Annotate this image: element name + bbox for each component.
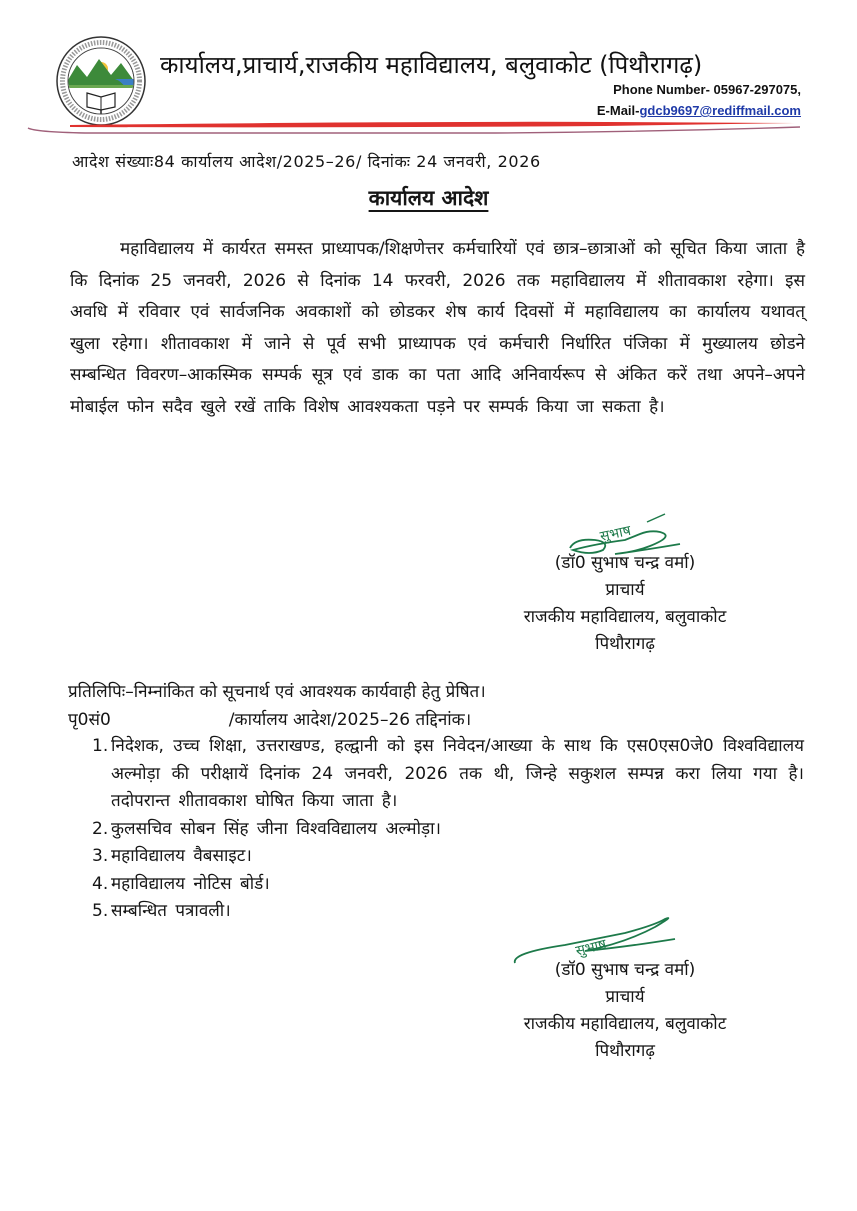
list-item (92, 816, 804, 844)
order-heading-text: कार्यालय आदेश (368, 186, 489, 210)
signatory-designation: प्राचार्य (605, 987, 645, 1007)
list-item-number: 4. (92, 873, 109, 894)
signature-block-1 (455, 550, 795, 658)
signatory-institution: राजकीय महाविद्यालय, बलुवाकोट (523, 1014, 727, 1034)
list-item (92, 871, 804, 899)
header-rule-red (70, 122, 795, 128)
list-item-text: महाविद्यालय नोटिस बोर्ड। (111, 873, 270, 894)
college-emblem-logo (55, 35, 147, 127)
order-heading (0, 184, 857, 212)
reference-number-line (68, 707, 471, 730)
order-reference-line: आदेश संख्याः84 कार्यालय आदेश/2025–26/ दिनांकः 24 जनवरी, 2026 (72, 152, 541, 171)
signatory-name: (डॉ0 सुभाष चन्द्र वर्मा) (554, 960, 696, 980)
signature-1-text: सुभाष (598, 522, 633, 545)
signatory-institution: राजकीय महाविद्यालय, बलुवाकोट (523, 607, 727, 627)
phone-number: Phone Number- 05967-297075, (613, 82, 801, 97)
header-rule-maroon (28, 127, 800, 133)
signatory-name: (डॉ0 सुभाष चन्द्र वर्मा) (554, 553, 696, 573)
signatory-district: पिथौरागढ़ (595, 634, 655, 654)
list-item-text: कुलसचिव सोबन सिंह जीना विश्वविद्यालय अल्मोड़ा। (111, 818, 441, 839)
list-item (92, 733, 804, 816)
signatory-district: पिथौरागढ़ (595, 1041, 655, 1061)
ref-prefix: पृ0सं0 (68, 710, 111, 730)
ref-suffix: /कार्यालय आदेश/2025–26 तद्दिनांक। (228, 710, 472, 730)
list-item-text: महाविद्यालय वैबसाइट। (111, 846, 252, 866)
email-label: E-Mail- (596, 103, 640, 118)
list-item-number: 2. (92, 818, 109, 839)
list-item-text: निदेशक, उच्च शिक्षा, उत्तराखण्ड, हल्द्वानी को इस निवेदन/आख्या के साथ कि एस0एस0जे0 विश्वविद्यालय अल्मोड़ा की परीक्षायें दिनांक 24 जनवरी, 2026 तक थी, जिन्हे सकुशल सम्पन्न करा लिया गया है। तदोपरान्त शीतावकाश घोषित किया जाता है। (111, 736, 804, 811)
copy-to-intro: प्रतिलिपिः–निम्नांकित को सूचनार्थ एवं आवश्यक कार्यवाही हेतु प्रेषित। (68, 682, 486, 702)
list-item-number: 3. (92, 846, 109, 866)
header-divider (25, 118, 825, 138)
email-row (597, 103, 801, 118)
list-item-number: 1. (92, 736, 109, 756)
copy-recipient-list (92, 733, 804, 926)
list-item-number: 5. (92, 901, 109, 921)
signature-block-2 (455, 957, 795, 1065)
list-item-text: सम्बन्धित पत्रावली। (111, 901, 231, 921)
email-link[interactable]: gdcb9697@rediffmail.com (639, 103, 801, 118)
list-item (92, 843, 804, 871)
list-item (92, 898, 804, 926)
emblem-icon (55, 35, 147, 127)
signature-2-text: सुभाष (574, 936, 609, 960)
order-body-paragraph: महाविद्यालय में कार्यरत समस्त प्राध्यापक/शिक्षणेत्तर कर्मचारियों एवं छात्र–छात्राओं को सूचित किया जाता है कि दिनांक 25 जनवरी, 2026 से दिनांक 14 फरवरी, 2026 तक महाविद्यालय में शीतावकाश रहेगा। इस अवधि में रविवार एवं सार्वजनिक अवकाशों को छोडकर शेष कार्य दिवसों में महाविद्यालय का कार्यालय यथावत् खुला रहेगा। शीतावकाश में जाने से पूर्व सभी प्राध्यापक एवं कर्मचारी निर्धारित पंजिका में मुख्यालय छोडने सम्बन्धित विवरण–आकस्मिक सम्पर्क सूत्र एवं डाक का पता आदि अनिवार्यरूप से अंकित करें तथा अपने–अपने मोबाईल फोन सदैव खुले रखें ताकि विशेष आवश्यकता पड़ने पर सम्पर्क किया जा सकता है। (70, 239, 805, 417)
office-title: कार्यालय,प्राचार्य,राजकीय महाविद्यालय, बलुवाकोट (पिथौरागढ़) (160, 51, 703, 79)
signatory-designation: प्राचार्य (605, 580, 645, 600)
